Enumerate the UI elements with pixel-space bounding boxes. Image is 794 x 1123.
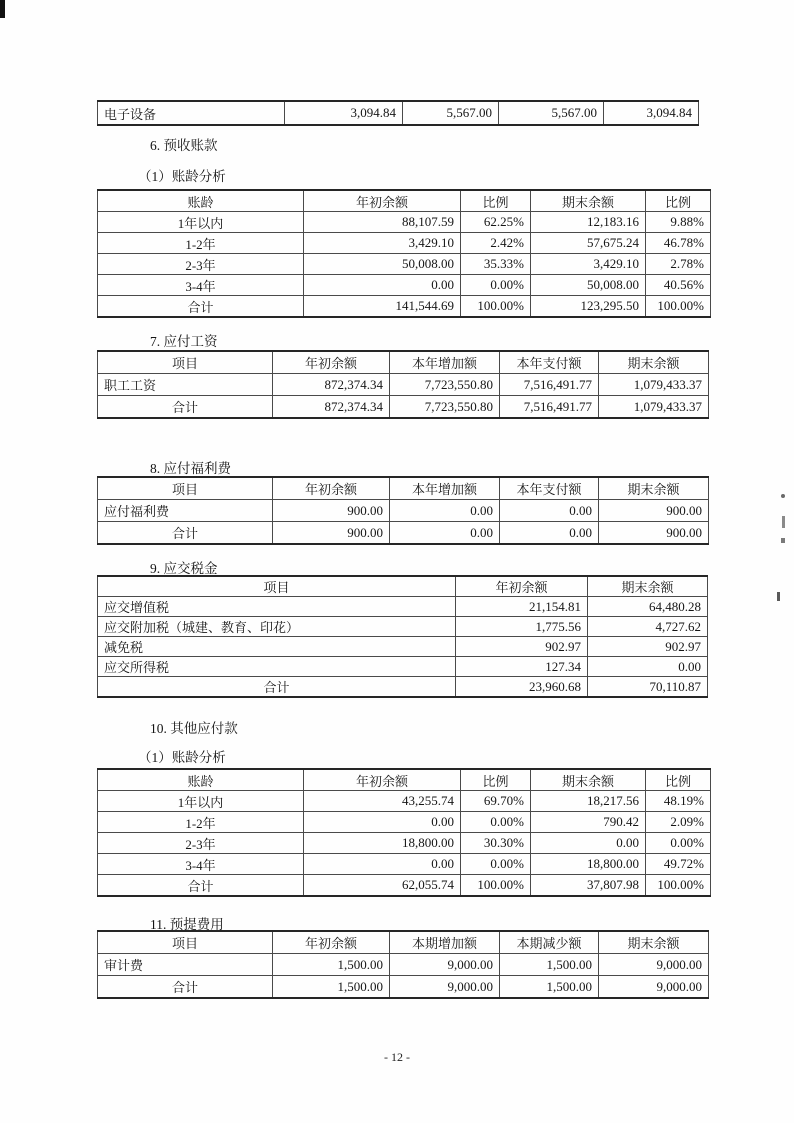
scan-artifact xyxy=(777,592,780,601)
column-header: 期末余额 xyxy=(599,931,709,954)
welfare-payable-table xyxy=(97,476,709,545)
scan-artifact xyxy=(781,494,785,498)
subheading-aging-analysis-advance-receipts: （1）账龄分析 xyxy=(138,169,226,184)
column-header: 本年增加额 xyxy=(390,477,500,500)
header-row xyxy=(98,477,709,500)
table-cell: 应交增值税 xyxy=(98,597,456,617)
column-header: 年初余额 xyxy=(273,351,390,374)
total-row xyxy=(98,396,709,419)
table-cell: 12,183.16 xyxy=(531,212,646,233)
table-row xyxy=(98,854,711,875)
table-cell: 2.78% xyxy=(646,254,711,275)
table-cell: 9,000.00 xyxy=(390,976,500,999)
table-cell: 1,500.00 xyxy=(273,976,390,999)
table-cell: 64,480.28 xyxy=(588,597,708,617)
table-cell: 18,800.00 xyxy=(531,854,646,875)
column-header: 年初余额 xyxy=(273,931,390,954)
table-cell: 9,000.00 xyxy=(390,954,500,976)
page-number: - 12 - xyxy=(384,1050,410,1064)
table-cell: 1,079,433.37 xyxy=(599,374,709,396)
table-cell: 0.00 xyxy=(390,522,500,545)
table-cell: 100.00% xyxy=(646,296,711,318)
table-cell: 7,723,550.80 xyxy=(390,396,500,419)
column-header: 本年增加额 xyxy=(390,351,500,374)
scan-artifact xyxy=(782,516,785,528)
table-cell: 合计 xyxy=(98,396,273,419)
table-row xyxy=(98,254,711,275)
table-cell: 应交附加税（城建、教育、印花） xyxy=(98,617,456,637)
table-cell: 0.00% xyxy=(461,275,531,296)
table-cell: 合计 xyxy=(98,296,304,318)
table-cell: 2-3年 xyxy=(98,833,304,854)
table-cell: 50,008.00 xyxy=(531,275,646,296)
table-cell: 902.97 xyxy=(588,637,708,657)
table-cell: 7,516,491.77 xyxy=(500,396,599,419)
column-header: 本期增加额 xyxy=(390,931,500,954)
table-cell: 0.00 xyxy=(304,812,461,833)
table-cell: 46.78% xyxy=(646,233,711,254)
table-cell: 69.70% xyxy=(461,791,531,812)
table-cell: 49.72% xyxy=(646,854,711,875)
table-cell: 合计 xyxy=(98,677,456,698)
table-row xyxy=(98,833,711,854)
table-cell: 3,429.10 xyxy=(304,233,461,254)
total-row xyxy=(98,522,709,545)
table-cell: 70,110.87 xyxy=(588,677,708,698)
column-header: 项目 xyxy=(98,477,273,500)
table-cell: 1-2年 xyxy=(98,812,304,833)
header-row xyxy=(98,190,711,212)
column-header: 比例 xyxy=(461,190,531,212)
section-heading-advance-receipts: 6. 预收账款 xyxy=(150,138,218,153)
column-header: 项目 xyxy=(98,576,456,597)
table-cell: 3,429.10 xyxy=(531,254,646,275)
table-cell: 0.00 xyxy=(304,854,461,875)
other-payables-aging-table xyxy=(97,768,711,897)
table-cell: 100.00% xyxy=(461,296,531,318)
table-row xyxy=(98,617,708,637)
column-header: 年初余额 xyxy=(456,576,588,597)
column-header: 比例 xyxy=(646,769,711,791)
table-cell: 3-4年 xyxy=(98,854,304,875)
wages-payable-table xyxy=(97,350,709,419)
table-cell: 40.56% xyxy=(646,275,711,296)
column-header: 比例 xyxy=(461,769,531,791)
accrued-expenses-table xyxy=(97,930,709,999)
column-header: 本年支付额 xyxy=(500,351,599,374)
table-cell: 3-4年 xyxy=(98,275,304,296)
table-cell: 应付福利费 xyxy=(98,500,273,522)
column-header: 比例 xyxy=(646,190,711,212)
column-header: 年初余额 xyxy=(304,190,461,212)
table-cell: 57,675.24 xyxy=(531,233,646,254)
header-row xyxy=(98,769,711,791)
table-cell: 872,374.34 xyxy=(273,396,390,419)
table-cell: 3,094.84 xyxy=(285,101,403,125)
table-cell: 1,775.56 xyxy=(456,617,588,637)
table-cell: 62.25% xyxy=(461,212,531,233)
scan-artifact xyxy=(0,0,5,18)
column-header: 期末余额 xyxy=(599,477,709,500)
table-row xyxy=(98,212,711,233)
column-header: 本期减少额 xyxy=(500,931,599,954)
table-cell: 9.88% xyxy=(646,212,711,233)
table-cell: 5,567.00 xyxy=(403,101,499,125)
table-cell: 35.33% xyxy=(461,254,531,275)
table-cell: 900.00 xyxy=(599,500,709,522)
total-row xyxy=(98,677,708,698)
table-cell: 1年以内 xyxy=(98,212,304,233)
table-cell: 1,500.00 xyxy=(273,954,390,976)
total-row xyxy=(98,976,709,999)
table-cell: 2-3年 xyxy=(98,254,304,275)
table-cell: 141,544.69 xyxy=(304,296,461,318)
table-cell: 合计 xyxy=(98,522,273,545)
table-cell: 合计 xyxy=(98,976,273,999)
section-heading-accrued-expenses: 11. 预提费用 xyxy=(150,917,224,932)
electronic-equipment-table xyxy=(97,100,699,126)
advance-receipts-aging-table xyxy=(97,189,711,318)
table-row xyxy=(98,812,711,833)
table-cell: 减免税 xyxy=(98,637,456,657)
table-cell: 790.42 xyxy=(531,812,646,833)
section-heading-wages-payable: 7. 应付工资 xyxy=(150,334,218,349)
table-cell: 18,800.00 xyxy=(304,833,461,854)
section-heading-taxes-payable: 9. 应交税金 xyxy=(150,561,218,576)
header-row xyxy=(98,351,709,374)
column-header: 期末余额 xyxy=(588,576,708,597)
table-cell: 18,217.56 xyxy=(531,791,646,812)
table-cell: 审计费 xyxy=(98,954,273,976)
table-cell: 0.00 xyxy=(500,500,599,522)
table-row xyxy=(98,637,708,657)
table-row xyxy=(98,101,699,125)
table-cell: 900.00 xyxy=(273,500,390,522)
scan-artifact xyxy=(781,538,785,543)
table-cell: 5,567.00 xyxy=(499,101,604,125)
table-cell: 23,960.68 xyxy=(456,677,588,698)
column-header: 年初余额 xyxy=(273,477,390,500)
table-cell: 100.00% xyxy=(646,875,711,897)
table-cell: 872,374.34 xyxy=(273,374,390,396)
column-header: 账龄 xyxy=(98,190,304,212)
column-header: 年初余额 xyxy=(304,769,461,791)
table-cell: 合计 xyxy=(98,875,304,897)
table-cell: 30.30% xyxy=(461,833,531,854)
column-header: 项目 xyxy=(98,351,273,374)
table-row xyxy=(98,657,708,677)
table-cell: 1,079,433.37 xyxy=(599,396,709,419)
column-header: 账龄 xyxy=(98,769,304,791)
table-cell: 应交所得税 xyxy=(98,657,456,677)
column-header: 期末余额 xyxy=(531,769,646,791)
table-cell: 0.00 xyxy=(588,657,708,677)
table-cell: 62,055.74 xyxy=(304,875,461,897)
column-header: 期末余额 xyxy=(531,190,646,212)
table-cell: 88,107.59 xyxy=(304,212,461,233)
table-cell: 0.00 xyxy=(390,500,500,522)
taxes-payable-table xyxy=(97,575,708,698)
table-cell: 902.97 xyxy=(456,637,588,657)
table-row xyxy=(98,954,709,976)
table-cell: 2.09% xyxy=(646,812,711,833)
table-row xyxy=(98,500,709,522)
table-cell: 3,094.84 xyxy=(604,101,699,125)
section-heading-welfare-payable: 8. 应付福利费 xyxy=(150,461,231,476)
table-row xyxy=(98,374,709,396)
column-header: 期末余额 xyxy=(599,351,709,374)
column-header: 本年支付额 xyxy=(500,477,599,500)
table-cell: 4,727.62 xyxy=(588,617,708,637)
table-cell: 900.00 xyxy=(599,522,709,545)
header-row xyxy=(98,576,708,597)
table-cell: 1,500.00 xyxy=(500,954,599,976)
table-row xyxy=(98,791,711,812)
table-cell: 37,807.98 xyxy=(531,875,646,897)
table-cell: 0.00% xyxy=(461,854,531,875)
table-row xyxy=(98,597,708,617)
table-cell: 21,154.81 xyxy=(456,597,588,617)
table-cell: 0.00% xyxy=(646,833,711,854)
table-cell: 7,723,550.80 xyxy=(390,374,500,396)
table-cell: 电子设备 xyxy=(98,101,285,125)
table-cell: 48.19% xyxy=(646,791,711,812)
table-cell: 职工工资 xyxy=(98,374,273,396)
table-cell: 9,000.00 xyxy=(599,976,709,999)
table-cell: 50,008.00 xyxy=(304,254,461,275)
table-cell: 127.34 xyxy=(456,657,588,677)
table-cell: 0.00 xyxy=(304,275,461,296)
total-row xyxy=(98,875,711,897)
table-cell: 100.00% xyxy=(461,875,531,897)
table-cell: 0.00 xyxy=(500,522,599,545)
table-cell: 7,516,491.77 xyxy=(500,374,599,396)
table-cell: 1-2年 xyxy=(98,233,304,254)
table-cell: 43,255.74 xyxy=(304,791,461,812)
total-row xyxy=(98,296,711,318)
table-cell: 0.00% xyxy=(461,812,531,833)
table-cell: 2.42% xyxy=(461,233,531,254)
table-row xyxy=(98,275,711,296)
table-cell: 123,295.50 xyxy=(531,296,646,318)
header-row xyxy=(98,931,709,954)
table-cell: 900.00 xyxy=(273,522,390,545)
table-cell: 9,000.00 xyxy=(599,954,709,976)
table-cell: 1,500.00 xyxy=(500,976,599,999)
column-header: 项目 xyxy=(98,931,273,954)
subheading-aging-analysis-other-payables: （1）账龄分析 xyxy=(138,750,226,765)
table-cell: 1年以内 xyxy=(98,791,304,812)
section-heading-other-payables: 10. 其他应付款 xyxy=(150,721,238,736)
table-cell: 0.00 xyxy=(531,833,646,854)
table-row xyxy=(98,233,711,254)
